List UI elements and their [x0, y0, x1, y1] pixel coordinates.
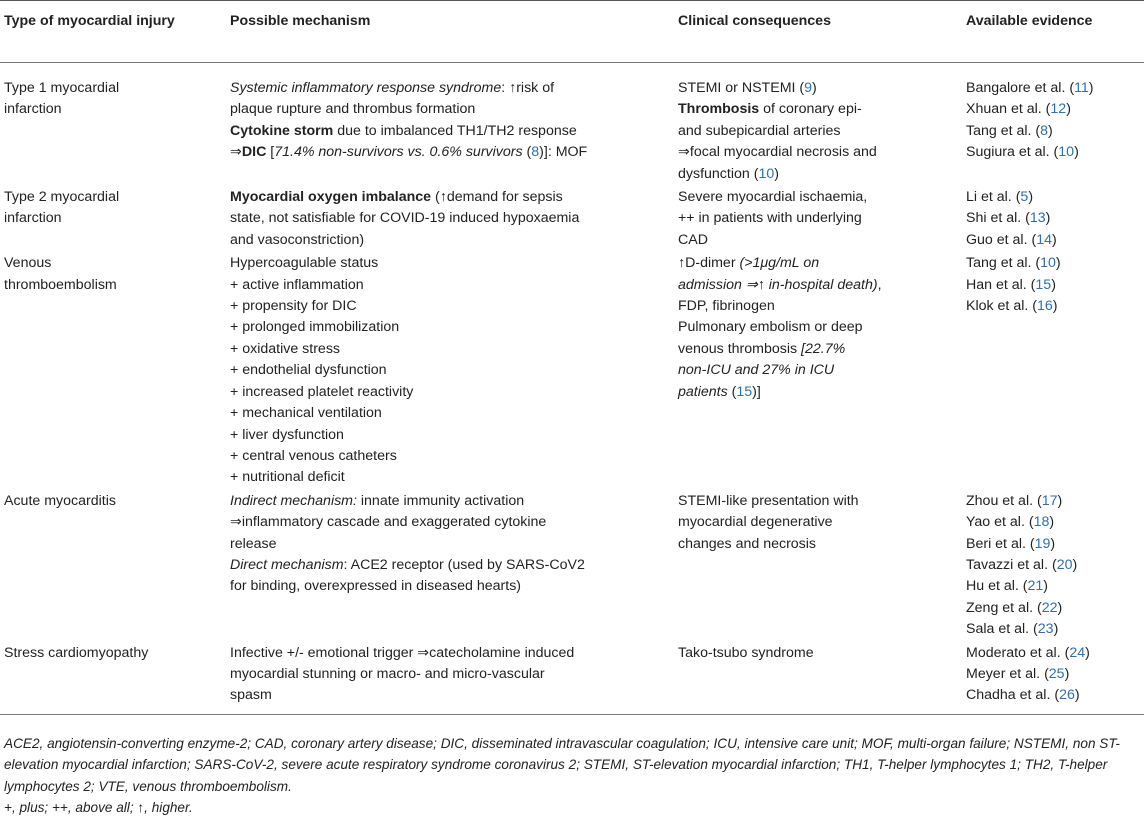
reference-link[interactable]: 13 — [1029, 210, 1046, 227]
evidence-author: Guo et al. — [966, 231, 1028, 248]
cell-mechanism-line — [230, 403, 674, 424]
reference-link[interactable]: 14 — [1036, 231, 1052, 248]
text-segment: ⇒inflammatory cascade and exaggerated cytokine — [230, 514, 547, 531]
text-segment: ⇒focal myocardial necrosis and — [678, 144, 877, 161]
reference-link[interactable]: 26 — [1059, 687, 1075, 704]
evidence-author: Zeng et al. — [966, 599, 1034, 616]
injury-type-line: thromboembolism — [4, 276, 117, 293]
evidence-author: Sala et al. — [966, 621, 1030, 638]
cell-consequences-line — [678, 275, 962, 296]
evidence-item: Beri et al. (19) — [966, 535, 1056, 552]
cell-evidence — [962, 63, 1144, 186]
text-segment: Hypercoagulable status — [230, 255, 379, 272]
cell-injury-type — [0, 489, 226, 641]
reference-link[interactable]: 10 — [1058, 144, 1075, 161]
cell-mechanism-line — [230, 296, 674, 317]
cell-mechanism-line — [230, 99, 674, 120]
cell-mechanism-line — [230, 253, 674, 274]
table-row — [0, 63, 1144, 186]
cell-mechanism-line — [230, 555, 674, 576]
cell-mechanism-line — [230, 275, 674, 296]
evidence-item: Sugiura et al. (10) — [966, 144, 1079, 161]
text-segment: )]: MOF — [539, 144, 588, 161]
text-segment: ) — [812, 80, 817, 96]
table-footnote — [4, 733, 1142, 819]
cell-consequences — [674, 489, 962, 641]
cell-consequences — [674, 185, 962, 251]
text-segment: non-ICU and 27% in ICU — [678, 362, 835, 379]
evidence-item: Tavazzi et al. (20) — [966, 556, 1078, 573]
evidence-item: Yao et al. (18) — [966, 514, 1055, 531]
cell-consequences — [674, 251, 962, 488]
text-segment: FDP, fibrinogen — [678, 298, 775, 315]
text-segment: of coronary epi- — [759, 101, 862, 118]
header-evidence: Available evidence — [962, 1, 1144, 63]
text-segment: ⇒ — [230, 144, 242, 161]
evidence-item: Guo et al. (14) — [966, 231, 1057, 248]
text-segment: [ — [266, 144, 275, 161]
text-segment: and subepicardial arteries — [678, 122, 841, 139]
cell-consequences — [674, 63, 962, 186]
cell-mechanism-line — [230, 121, 674, 142]
evidence-author: Tang et al. — [966, 255, 1032, 272]
text-segment: for binding, overexpressed in diseased hearts) — [230, 578, 522, 595]
text-segment: Indirect mechanism: — [230, 492, 357, 509]
evidence-item: Zeng et al. (22) — [966, 599, 1063, 616]
cell-consequences-line — [678, 121, 962, 142]
reference-link[interactable]: 10 — [758, 165, 775, 182]
evidence-author: Xhuan et al. — [966, 101, 1042, 118]
text-segment: due to imbalanced TH1/TH2 response — [333, 122, 577, 139]
reference-link[interactable]: 22 — [1041, 599, 1058, 616]
evidence-author: Li et al. — [966, 189, 1012, 206]
cell-consequences-line — [678, 164, 962, 185]
text-segment: plaque rupture and thrombus formation — [230, 101, 476, 118]
cell-mechanism-line — [230, 643, 674, 664]
text-segment: dysfunction ( — [678, 165, 759, 182]
cell-mechanism-line — [230, 512, 674, 533]
table-header — [0, 1, 1144, 63]
cell-consequences-line — [678, 534, 962, 555]
table-row — [0, 641, 1144, 715]
text-segment: innate immunity activation — [356, 492, 525, 509]
text-segment: (>1μg/mL on — [739, 255, 820, 272]
text-segment: myocardial degenerative — [678, 514, 833, 531]
cell-mechanism-line — [230, 576, 674, 597]
reference-link[interactable]: 16 — [1036, 298, 1053, 315]
text-segment: spasm — [230, 687, 272, 704]
evidence-item: Xhuan et al. (12) — [966, 101, 1071, 118]
reference-link[interactable]: 11 — [1074, 80, 1089, 96]
reference-link[interactable]: 18 — [1033, 514, 1050, 531]
evidence-author: Klok et al. — [966, 298, 1029, 315]
cell-mechanism-line — [230, 208, 674, 229]
evidence-author: Han et al. — [966, 276, 1027, 293]
reference-link[interactable]: 8 — [531, 144, 540, 161]
cell-consequences-line — [678, 512, 962, 533]
text-segment: + endothelial dysfunction — [230, 362, 387, 379]
cell-evidence — [962, 251, 1144, 488]
text-segment: , — [877, 276, 882, 293]
evidence-author: Chadha et al. — [966, 687, 1051, 704]
footnote-line: +, plus; ++, above all; ↑, higher. — [4, 800, 193, 816]
cell-consequences-line — [678, 208, 962, 229]
text-segment: )] — [752, 383, 761, 400]
cell-consequences-line — [678, 339, 962, 360]
text-segment: + active inflammation — [230, 276, 364, 293]
text-segment: patients — [678, 383, 728, 400]
cell-consequences-line — [678, 382, 962, 403]
evidence-item: Chadha et al. (26) — [966, 687, 1080, 704]
header-mechanism: Possible mechanism — [226, 1, 674, 63]
cell-mechanism-line — [230, 382, 674, 403]
cell-evidence — [962, 641, 1144, 715]
evidence-item: Sala et al. (23) — [966, 621, 1059, 638]
reference-link[interactable]: 17 — [1041, 492, 1058, 509]
text-segment: ++ in patients with underlying — [678, 210, 862, 227]
evidence-author: Moderato et al. — [966, 644, 1061, 661]
reference-link[interactable]: 15 — [1035, 276, 1052, 293]
evidence-item: Bangalore et al. (11) — [966, 80, 1094, 96]
injury-type-line: Venous — [4, 255, 52, 272]
cell-consequences-line — [678, 491, 962, 512]
reference-link[interactable]: 8 — [1040, 122, 1049, 139]
cell-mechanism — [226, 641, 674, 715]
cell-injury-type — [0, 185, 226, 251]
text-segment: myocardial stunning or macro- and micro-vascular — [230, 665, 545, 682]
text-segment: changes and necrosis — [678, 535, 817, 552]
header-type: Type of myocardial injury — [0, 1, 226, 63]
footnote-line: elevation myocardial infarction; SARS-CoV-2, severe acute respiratory syndrome coronavirus 2; STEMI, ST-elevation myocardial infarction; TH1, T-helper lymphocytes 1; TH2, T-helper — [4, 757, 1108, 773]
cell-evidence — [962, 489, 1144, 641]
cell-injury-type — [0, 641, 226, 715]
text-segment: ↑D-dimer — [678, 255, 740, 272]
text-segment: + prolonged immobilization — [230, 319, 400, 336]
reference-link[interactable]: 21 — [1027, 578, 1044, 595]
text-segment: (↑demand for sepsis — [431, 189, 563, 206]
text-segment: + nutritional deficit — [230, 469, 345, 486]
cell-mechanism-line — [230, 491, 674, 512]
text-segment: state, not satisfiable for COVID-19 induced hypoxaemia — [230, 210, 580, 227]
cell-consequences-line — [678, 99, 962, 120]
evidence-item: Tang et al. (8) — [966, 122, 1053, 139]
cell-injury-type — [0, 251, 226, 488]
cell-consequences-line — [678, 187, 962, 208]
injury-type-line: Type 1 myocardial — [4, 80, 120, 96]
cell-consequences-line — [678, 360, 962, 381]
text-segment: Severe myocardial ischaemia, — [678, 189, 868, 206]
text-segment: release — [230, 535, 277, 552]
text-segment: CAD — [678, 231, 708, 248]
text-segment: Pulmonary embolism or deep — [678, 319, 863, 336]
cell-mechanism-line — [230, 360, 674, 381]
cell-mechanism-line — [230, 534, 674, 555]
reference-link[interactable]: 23 — [1037, 621, 1054, 638]
text-segment: ( — [522, 144, 532, 161]
injury-type-line: infarction — [4, 101, 62, 118]
text-segment: + mechanical ventilation — [230, 405, 382, 422]
evidence-author: Meyer et al. — [966, 665, 1041, 682]
evidence-item: Han et al. (15) — [966, 276, 1056, 293]
cell-mechanism-line — [230, 187, 674, 208]
text-segment: : ↑risk of — [501, 80, 555, 96]
cell-mechanism-line — [230, 230, 674, 251]
text-segment: Tako-tsubo syndrome — [678, 644, 814, 661]
evidence-item: Shi et al. (13) — [966, 210, 1051, 227]
evidence-author: Zhou et al. — [966, 492, 1034, 509]
evidence-author: Hu et al. — [966, 578, 1019, 595]
table-row — [0, 251, 1144, 488]
text-segment: + propensity for DIC — [230, 298, 357, 315]
footnote-line: lymphocytes 2; VTE, venous thromboembolism. — [4, 778, 292, 794]
evidence-author: Tavazzi et al. — [966, 556, 1049, 573]
cell-mechanism-line — [230, 339, 674, 360]
table-row — [0, 489, 1144, 641]
cell-mechanism-line — [230, 664, 674, 685]
evidence-author: Shi et al. — [966, 210, 1022, 227]
cell-consequences — [674, 641, 962, 715]
evidence-author: Yao et al. — [966, 514, 1025, 531]
cell-mechanism-line — [230, 467, 674, 488]
reference-link[interactable]: 9 — [804, 80, 813, 96]
text-segment: ( — [727, 383, 737, 400]
text-segment: 71.4% non-survivors vs. 0.6% survivors — [274, 144, 523, 161]
cell-mechanism — [226, 489, 674, 641]
text-segment: admission ⇒↑ in-hospital death) — [678, 276, 878, 293]
text-segment: Infective +/- emotional trigger ⇒catecholamine induced — [230, 644, 575, 661]
cell-consequences-line — [678, 230, 962, 251]
text-segment: : ACE2 receptor (used by SARS-CoV2 — [343, 556, 585, 573]
text-segment: DIC — [241, 144, 267, 161]
text-segment: Cytokine storm — [230, 122, 334, 139]
cell-mechanism-line — [230, 142, 674, 163]
text-segment: Myocardial oxygen imbalance — [230, 189, 432, 206]
text-segment: Thrombosis — [678, 101, 760, 118]
reference-link[interactable]: 25 — [1048, 665, 1065, 682]
cell-mechanism — [226, 185, 674, 251]
cell-consequences-line — [678, 253, 962, 274]
evidence-item: Klok et al. (16) — [966, 298, 1058, 315]
text-segment: + increased platelet reactivity — [230, 383, 414, 400]
reference-link[interactable]: 24 — [1069, 644, 1086, 661]
cell-mechanism-line — [230, 685, 674, 706]
text-segment: Direct mechanism — [230, 556, 344, 573]
text-segment: [22.7% — [801, 340, 846, 357]
text-segment: and vasoconstriction) — [230, 231, 365, 248]
header-consequences: Clinical consequences — [674, 1, 962, 63]
reference-link[interactable]: 19 — [1034, 535, 1051, 552]
injury-type-line: Stress cardiomyopathy — [4, 644, 149, 661]
cell-mechanism — [226, 251, 674, 488]
cell-consequences-line — [678, 317, 962, 338]
reference-link[interactable]: 20 — [1056, 556, 1073, 573]
evidence-author: Beri et al. — [966, 535, 1026, 552]
reference-link[interactable]: 10 — [1040, 255, 1056, 272]
cell-mechanism-line — [230, 317, 674, 338]
evidence-author: Tang et al. — [966, 122, 1032, 139]
evidence-author: Bangalore et al. — [966, 80, 1066, 96]
text-segment: Systemic inflammatory response syndrome — [230, 80, 502, 96]
cell-injury-type — [0, 63, 226, 186]
text-segment: STEMI-like presentation with — [678, 492, 859, 509]
cell-mechanism-line — [230, 446, 674, 467]
text-segment: + oxidative stress — [230, 340, 341, 357]
evidence-item: Hu et al. (21) — [966, 578, 1049, 595]
injury-type-line: Acute myocarditis — [4, 492, 116, 509]
table-row — [0, 185, 1144, 251]
cell-mechanism-line — [230, 425, 674, 446]
evidence-item: Zhou et al. (17) — [966, 492, 1063, 509]
text-segment: + liver dysfunction — [230, 426, 344, 443]
text-segment: STEMI or NSTEMI ( — [678, 80, 805, 96]
text-segment: + central venous catheters — [230, 447, 397, 464]
evidence-item: Tang et al. (10) — [966, 255, 1061, 272]
text-segment: ) — [774, 165, 779, 182]
cell-consequences-line — [678, 296, 962, 317]
injury-type-line: Type 2 myocardial — [4, 189, 120, 206]
cell-consequences-line — [678, 142, 962, 163]
cell-evidence — [962, 185, 1144, 251]
evidence-item: Moderato et al. (24) — [966, 644, 1090, 661]
evidence-item: Meyer et al. (25) — [966, 665, 1070, 682]
evidence-item: Li et al. (5) — [966, 189, 1034, 206]
evidence-author: Sugiura et al. — [966, 144, 1050, 161]
reference-link[interactable]: 5 — [1020, 189, 1029, 206]
cell-consequences-line — [678, 78, 962, 99]
cell-mechanism — [226, 63, 674, 186]
text-segment: venous thrombosis — [678, 340, 802, 357]
table-body — [0, 63, 1144, 715]
cell-consequences-line — [678, 643, 962, 664]
footnote-line: ACE2, angiotensin-converting enzyme-2; CAD, coronary artery disease; DIC, disseminated intravascular coagulation; ICU, intensive care unit; MOF, multi-organ failure; NSTEMI, non ST- — [4, 736, 1120, 751]
injury-type-line: infarction — [4, 210, 62, 227]
reference-link[interactable]: 15 — [736, 383, 753, 400]
reference-link[interactable]: 12 — [1050, 101, 1067, 118]
cell-mechanism-line — [230, 78, 674, 99]
